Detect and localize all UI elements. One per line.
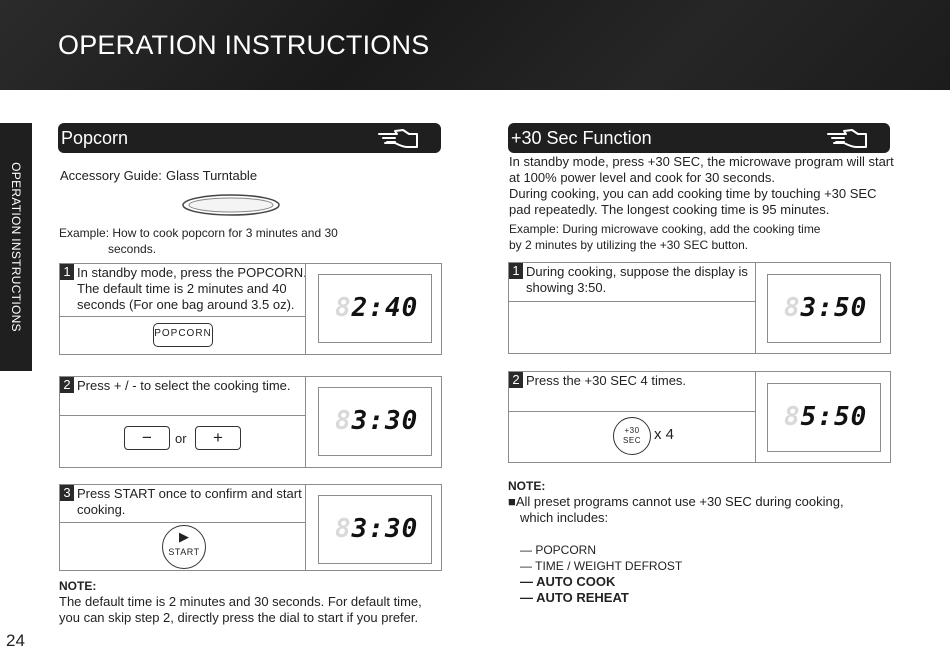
list-item-label: AUTO COOK [536, 574, 616, 589]
plus-button[interactable] [195, 426, 241, 450]
accessory-guide-value: Glass Turntable [166, 168, 258, 183]
display-readout: 83:30 [335, 406, 419, 436]
display-readout: 83:30 [335, 514, 419, 544]
display-panel [767, 383, 881, 452]
plus30-button-bottom: SEC [623, 436, 641, 445]
plus30-intro-line3: During cooking, you can add cooking time by touching +30 SEC [509, 186, 877, 201]
popcorn-step-1 [59, 263, 442, 355]
plus30-note-line2: which includes: [520, 510, 609, 525]
pointing-hand-icon [377, 126, 421, 150]
play-icon: ▶ [179, 529, 189, 544]
list-item: — POPCORN [520, 543, 597, 557]
step-number: 1 [60, 264, 74, 280]
step-number: 2 [509, 372, 523, 388]
popcorn-note-line1: The default time is 2 minutes and 30 seconds. For default time, [59, 594, 422, 609]
plus30-step-2 [508, 371, 891, 463]
step-text-line: showing 3:50. [526, 280, 607, 295]
popcorn-example-line2: seconds. [108, 242, 157, 256]
plus30-note-line1: ■All preset programs cannot use +30 SEC during cooking, [508, 494, 844, 509]
plus-icon: + [213, 428, 223, 447]
step-text-line: During cooking, suppose the display is [526, 264, 748, 279]
popcorn-section-title: Popcorn [61, 128, 129, 148]
plus30-section-bar [508, 123, 890, 153]
step-number: 1 [509, 263, 523, 279]
list-item-label: TIME / WEIGHT DEFROST [535, 559, 683, 573]
plus30-intro-line2: at 100% power level and cook for 30 seconds. [509, 170, 775, 185]
plus30-step-1 [508, 262, 891, 354]
step-number: 3 [60, 485, 74, 501]
step-text-line: seconds (For one bag around 3.5 oz). [77, 297, 295, 312]
step-number: 2 [60, 377, 74, 393]
page-header [0, 0, 950, 90]
popcorn-step-3 [59, 484, 442, 571]
list-item-label: POPCORN [535, 543, 597, 557]
display-readout: 82:40 [335, 293, 419, 323]
side-tab-label: OPERATION INSTRUCTIONS [9, 162, 23, 332]
popcorn-note-title: NOTE: [59, 579, 97, 593]
display-panel [318, 274, 432, 343]
step-text-line: cooking. [77, 502, 126, 517]
start-button[interactable] [162, 525, 206, 569]
step-text [77, 265, 307, 313]
pointing-hand-icon [826, 126, 870, 150]
page-title: OPERATION INSTRUCTIONS [58, 30, 430, 60]
minus-button[interactable] [124, 426, 170, 450]
plus30-example-line2: by 2 minutes by utilizing the +30 SEC button. [509, 238, 749, 252]
list-item: — AUTO REHEAT [520, 590, 629, 605]
step-text-line: In standby mode, press the POPCORN. [77, 265, 307, 280]
popcorn-example-line1: Example: How to cook popcorn for 3 minutes and 30 [59, 226, 338, 240]
minus-icon: − [142, 428, 152, 447]
display-readout: 85:50 [784, 402, 868, 432]
plus30-example-line1: Example: During microwave cooking, add the cooking time [509, 222, 821, 236]
plus30-note-title: NOTE: [508, 479, 546, 493]
list-item: — AUTO COOK [520, 574, 616, 589]
side-tab [0, 123, 32, 371]
popcorn-button-label: POPCORN [154, 328, 212, 339]
plus30-intro-line4: pad repeatedly. The longest cooking time is 95 minutes. [509, 202, 830, 217]
plus30-button-top: +30 [624, 426, 640, 435]
step-text [77, 486, 302, 518]
accessory-guide-label: Accessory Guide: [60, 168, 162, 183]
press-count: x 4 [654, 426, 675, 443]
glass-turntable-icon [181, 193, 281, 217]
popcorn-note-line2: you can skip step 2, directly press the dial to start if you prefer. [59, 610, 419, 625]
display-panel [767, 274, 881, 343]
step-text-line: Press START once to confirm and start [77, 486, 302, 501]
step-text [526, 264, 748, 296]
or-label: or [175, 431, 187, 446]
plus30-section-title: +30 Sec Function [511, 128, 652, 148]
step-text: Press the +30 SEC 4 times. [526, 373, 687, 388]
display-panel [318, 495, 432, 564]
page-number: 24 [6, 631, 25, 650]
popcorn-step-2 [59, 376, 442, 468]
display-readout: 83:50 [784, 293, 868, 323]
popcorn-section-bar [58, 123, 441, 153]
step-text: Press + / - to select the cooking time. [77, 378, 291, 393]
popcorn-button[interactable] [153, 323, 213, 347]
list-item-label: AUTO REHEAT [536, 590, 629, 605]
step-text-line: The default time is 2 minutes and 40 [77, 281, 287, 296]
plus30-sec-button[interactable] [613, 417, 651, 455]
display-panel [318, 387, 432, 456]
start-button-label: START [168, 547, 200, 557]
list-item: — TIME / WEIGHT DEFROST [520, 559, 683, 573]
plus30-intro-line1: In standby mode, press +30 SEC, the microwave program will start [509, 154, 894, 169]
